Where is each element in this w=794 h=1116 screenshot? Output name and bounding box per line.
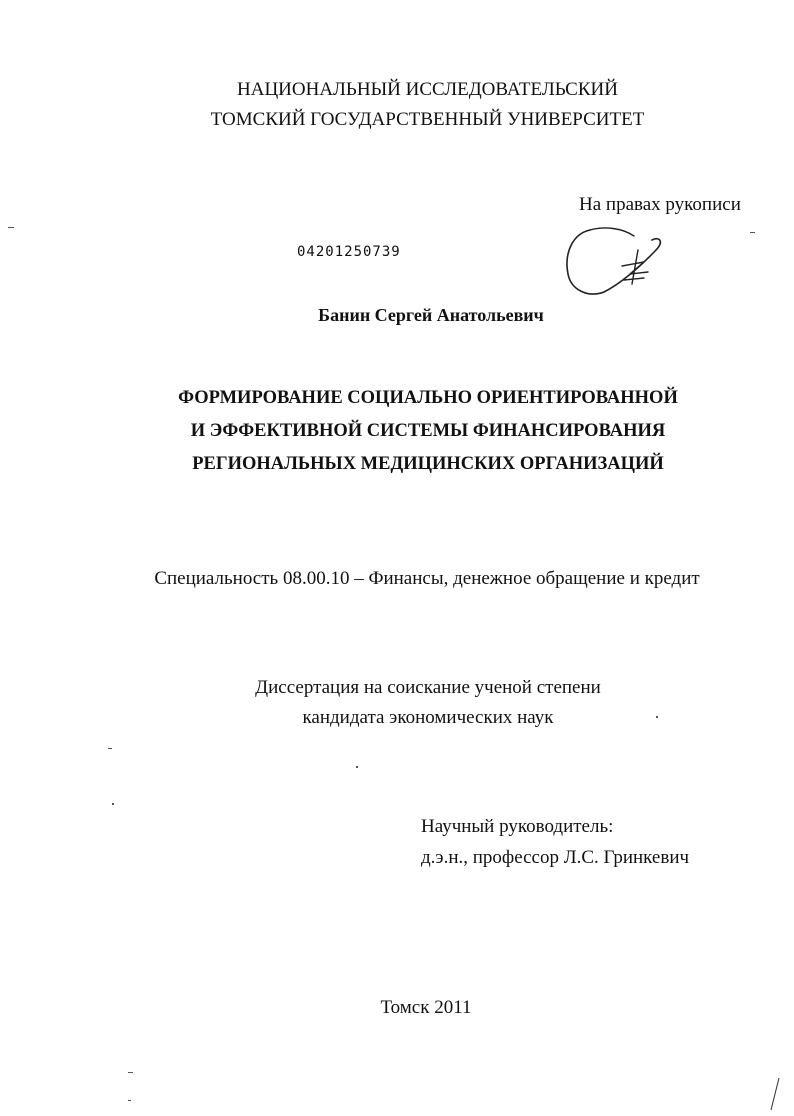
registration-code: 04201250739 (297, 244, 401, 260)
scan-speck (128, 1100, 131, 1101)
dissertation-title-line2: И ЭФФЕКТИВНОЙ СИСТЕМЫ ФИНАНСИРОВАНИЯ (190, 421, 666, 441)
degree-line2: кандидата экономических наук (302, 707, 554, 728)
scan-speck (108, 748, 112, 749)
scan-speck (128, 1072, 133, 1073)
city-year: Томск 2011 (380, 997, 472, 1018)
scan-speck (656, 716, 658, 718)
author-name: Банин Сергей Анатольевич (318, 305, 544, 325)
scan-speck (112, 803, 114, 805)
manuscript-note: На правах рукописи (579, 194, 741, 215)
handwritten-signature (560, 222, 670, 302)
supervisor-name: д.э.н., профессор Л.С. Гринкевич (421, 847, 690, 868)
university-name-line2: ТОМСКИЙ ГОСУДАРСТВЕННЫЙ УНИВЕРСИТЕТ (210, 109, 645, 130)
scan-speck (750, 232, 755, 233)
university-name-line1: НАЦИОНАЛЬНЫЙ ИССЛЕДОВАТЕЛЬСКИЙ (237, 79, 618, 100)
dissertation-title-line3: РЕГИОНАЛЬНЫХ МЕДИЦИНСКИХ ОРГАНИЗАЦИЙ (192, 454, 664, 474)
degree-line1: Диссертация на соискание ученой степени (255, 677, 601, 698)
scan-speck (8, 227, 14, 228)
supervisor-label: Научный руководитель: (421, 816, 614, 837)
specialty: Специальность 08.00.10 – Финансы, денежное обращение и кредит (154, 568, 700, 589)
scan-speck (356, 766, 358, 768)
dissertation-title-line1: ФОРМИРОВАНИЕ СОЦИАЛЬНО ОРИЕНТИРОВАННОЙ (178, 388, 678, 408)
scan-mark (768, 1076, 782, 1112)
